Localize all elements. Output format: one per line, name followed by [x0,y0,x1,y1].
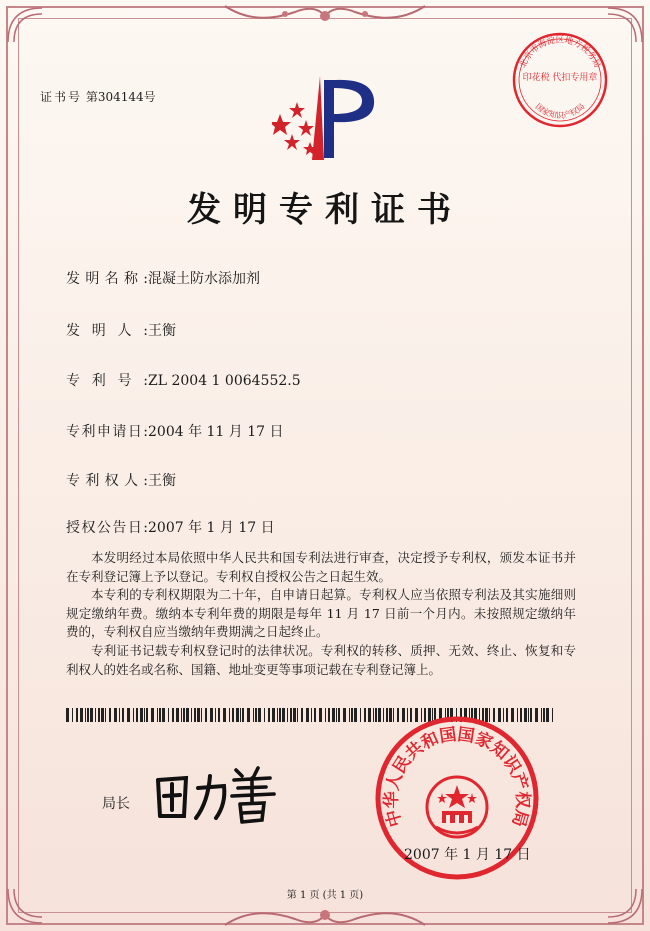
barcode-bar [140,708,143,722]
tax-stamp-ring-text: 北京市海淀区地方税务局 [518,35,602,70]
barcode-bar [240,708,241,722]
barcode-bar [247,708,250,722]
barcode-bar [338,708,340,722]
barcode-bar [191,708,192,722]
barcode-bar [328,708,330,722]
barcode-bar [151,708,154,722]
field-label: 专利申请日: [66,424,148,440]
barcode-bar [360,708,361,722]
svg-text:北京市海淀区地方税务局 [517,35,602,70]
field-label: 专利号: [66,373,148,389]
field-patentee [66,470,176,490]
corner-ornament-icon [606,6,644,44]
field-patent-number [66,370,301,390]
barcode-bar [223,708,226,722]
barcode-bar [543,708,545,722]
field-invention-name [66,268,260,288]
barcode-bar [72,708,73,722]
barcode-bar [351,708,353,722]
tax-stamp-seal [510,30,610,130]
seal-ring-text: 中华人民共和国国家知识产权局 [381,724,533,829]
barcode-bar [541,708,542,722]
barcode-bar [114,708,117,722]
national-emblem-icon [427,777,487,837]
barcode-bar [98,708,100,722]
barcode-bar [186,708,189,722]
barcode-bar [242,708,244,722]
barcode-bar [349,708,350,722]
barcode-bar [325,708,326,722]
page-number: 第 1 页 (共 1 页) [286,890,364,901]
barcode-bar [258,708,261,722]
barcode-bar [136,708,138,722]
barcode-bar [162,708,165,722]
barcode-bar [90,708,93,722]
field-value: ZL 2004 1 0064552.5 [148,373,301,389]
field-label: 发明人: [66,323,148,339]
barcode-bar [157,708,158,722]
barcode-bar [85,708,86,722]
barcode-bar [279,708,281,722]
barcode-bar [293,708,296,722]
field-inventor [66,320,176,340]
barcode-bar [66,708,69,722]
certificate-number-label: 证书号 [40,90,83,104]
director-title: 局长 [102,796,130,812]
field-value: 王衡 [148,473,176,489]
barcode-bar [297,708,298,722]
top-ornament-icon [215,0,435,32]
field-value: 王衡 [148,323,176,339]
field-value: 2004 年 11 月 17 日 [148,424,284,440]
barcode-bar [336,708,337,722]
field-value: 混凝土防水添加剂 [148,271,260,287]
barcode-bar [119,708,120,722]
barcode-bar [176,708,179,722]
barcode-bar [159,708,161,722]
barcode-bar [311,708,312,722]
body-paragraph: 本发明经过本局依照中华人民共和国专利法进行审查，决定授予专利权，颁发本证书并在专利登记簿上予以登记。专利权自授权公告之日起生效。 [66,550,576,584]
tax-stamp-center-text: 印花税 代扣专用章 [522,73,598,83]
barcode-bar [319,708,322,722]
barcode-bar [229,708,230,722]
barcode-bar [194,708,196,722]
barcode-bar [127,708,130,722]
barcode-bar [144,708,145,722]
barcode-bar [264,708,265,722]
svg-text:国家知识产权局 [534,102,587,120]
tax-stamp-bottom-text: 国家知识产权局 [533,101,587,120]
barcode-bar [197,708,200,722]
barcode-bar [215,708,216,722]
barcode-bar [183,708,185,722]
field-application-date [66,421,284,441]
barcode-bar [314,708,316,722]
barcode-bar [290,708,292,722]
patent-office-logo-icon [272,72,384,162]
field-label: 发明名称: [66,271,148,287]
barcode-bar [282,708,285,722]
certificate-number [40,88,156,105]
barcode-bar [201,708,202,722]
barcode-bar [172,708,174,722]
barcode-bar [181,708,182,722]
director-signature [150,758,280,828]
barcode-bar [76,708,78,722]
barcode-bar [205,708,207,722]
barcode-bar [306,708,309,722]
barcode-bar [272,708,275,722]
barcode-bar [101,708,104,722]
barcode-bar [364,708,366,722]
barcode-bar [277,708,278,722]
corner-ornament-icon [6,6,44,44]
bottom-ornament-icon [215,899,435,931]
barcode-bar [343,708,346,722]
field-label: 授权公告日: [66,520,148,536]
barcode-bar [236,708,239,722]
barcode-bar [146,708,148,722]
barcode-bar [354,708,357,722]
barcode-bar [168,708,169,722]
certificate-number-value: 第304144号 [85,90,156,104]
issue-date: 2007 年 1 月 17 日 [404,847,531,863]
field-value: 2007 年 1 月 17 日 [148,520,275,536]
body-paragraph: 专利证书记载专利权登记时的法律状况。专利权的转移、质押、无效、终止、恢复和专利权人的姓名或名称、国籍、地址变更等事项记载在专利登记簿上。 [66,642,576,677]
barcode-bar [80,708,83,722]
certificate-body [66,549,576,679]
barcode-bar [552,708,553,722]
barcode-bar [287,708,288,722]
barcode-bar [332,708,335,722]
barcode-bar [268,708,270,722]
barcode-bar [546,708,549,722]
barcode-bar [255,708,257,722]
barcode-bar [301,708,303,722]
barcode-bar [122,708,124,722]
body-paragraph: 本专利的专利权期限为二十年，自申请日起算。专利权人应当依照专利法及其实施细则规定缴纳年费。缴纳本专利年费的期限是每年 11 月 17 日前一个月内。未按照规定缴纳年费的，专利权自应当缴纳年费期满之日起终止。 [66,587,576,640]
barcode-bar [133,708,134,722]
barcode-bar [105,708,106,722]
barcode-bar [87,708,89,722]
barcode-bar [95,708,96,722]
barcode-bar [109,708,111,722]
barcode-bar [218,708,220,722]
barcode-bar [368,708,371,722]
certificate-title: 发明专利证书 [187,190,463,230]
field-grant-date [66,517,275,537]
barcode-bar [210,708,213,722]
field-label: 专利权人: [66,473,148,489]
barcode-bar [253,708,254,722]
barcode-bar [232,708,234,722]
